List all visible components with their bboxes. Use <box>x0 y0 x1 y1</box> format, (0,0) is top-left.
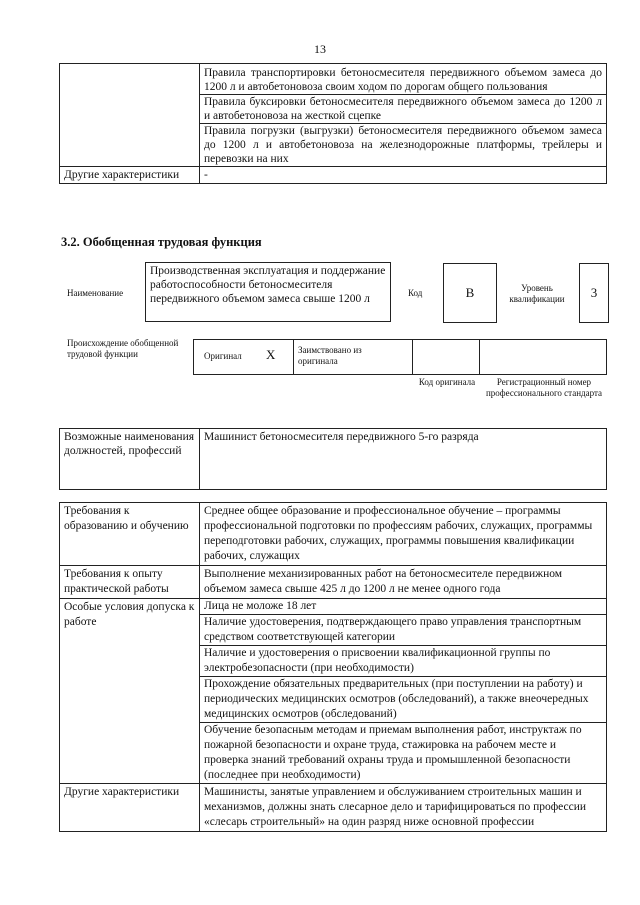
divider <box>293 340 294 374</box>
continuation-table <box>59 63 607 184</box>
row-label: Другие характеристики <box>60 167 200 184</box>
list-item: - <box>200 167 607 184</box>
original-label: Оригинал <box>204 351 242 361</box>
requirements-table <box>59 502 607 832</box>
reg-caption: Регистрационный номер профессионального стандарта <box>485 377 603 398</box>
table-row <box>60 566 607 599</box>
list-item: Лица не моложе 18 лет <box>200 599 606 615</box>
section-title: 3.2. Обобщенная трудовая функция <box>61 235 262 249</box>
table-row <box>60 599 607 784</box>
origin-box <box>193 339 607 375</box>
job-titles-table <box>59 428 607 490</box>
table-row <box>60 64 607 167</box>
origin-label: Происхождение обобщенной трудовой функции <box>67 338 179 359</box>
table-row <box>60 503 607 566</box>
row-label: Особые условия допуска к работе <box>60 599 200 784</box>
row-value: Машинист бетоносмесителя передвижного 5-го разряда <box>200 429 607 490</box>
list-item: Среднее общее образование и профессиональное обучение – программы профессиональной подготовки по профессиям рабочих, служащих, программы переподготовки рабочих, служащих, программы повышения квалификации рабочих, служащих <box>200 503 607 566</box>
divider <box>479 340 480 374</box>
page-number: 13 <box>314 42 326 56</box>
row-label: Возможные наименования должностей, профессий <box>60 429 200 490</box>
row-label: Другие характеристики <box>60 784 200 832</box>
list-item: Правила погрузки (выгрузки) бетоносмесителя передвижного объемом замеса до 1200 л и автобетоновоза на железнодорожные платформы, трейлеры и перевозки на них <box>204 125 602 165</box>
row-label: Требования к образованию и обучению <box>60 503 200 566</box>
function-name: Производственная эксплуатация и поддержание работоспособности бетоносмесителя передвижного объемом замеса свыше 1200 л <box>145 262 391 322</box>
level-value: 3 <box>579 263 609 323</box>
table-row <box>60 429 607 490</box>
list-item: Прохождение обязательных предварительных (при поступлении на работу) и периодических медицинских осмотров (обследований), а также внеочередных медицинских осмотров (обследований) <box>200 677 606 723</box>
list-item: Правила транспортировки бетоносмесителя передвижного объемом замеса до 1200 л и автобетоновоза своим ходом по дорогам общего пользования <box>200 64 606 95</box>
table-row <box>60 167 607 184</box>
row-label: Требования к опыту практической работы <box>60 566 200 599</box>
code-caption: Код оригинала <box>418 377 476 387</box>
code-label: Код <box>408 288 423 298</box>
table-row <box>60 784 607 832</box>
list-item: Обучение безопасным методам и приемам выполнения работ, инструктаж по пожарной безопасности и охране труда, стажировка на рабочем месте и проверка знаний требований охраны труда и промышленной безопасности (последнее при необходимости) <box>204 724 582 781</box>
list-item: Машинисты, занятые управлением и обслуживанием строительных машин и механизмов, должны знать слесарное дело и тарифицироваться по профессии «слесарь строительный» на один разряд ниже основной профессии <box>200 784 607 832</box>
original-mark: X <box>266 347 276 362</box>
list-item: Наличие удостоверения, подтверждающего право управления транспортным средством соответствующей категории <box>200 615 606 646</box>
name-label: Наименование <box>67 288 124 298</box>
list-item: Выполнение механизированных работ на бетоносмесителе передвижном объемом замеса свыше 425 л до 1200 л не менее одного года <box>200 566 607 599</box>
list-item: Наличие и удостоверения о присвоении квалификационной группы по электробезопасности (при необходимости) <box>200 646 606 677</box>
level-label: Уровень квалификации <box>509 283 565 304</box>
row-label <box>60 64 200 167</box>
divider <box>412 340 413 374</box>
code-value: B <box>443 263 497 323</box>
borrowed-label: Заимствовано из оригинала <box>298 345 362 366</box>
list-item: Правила буксировки бетоносмесителя передвижного объемом замеса до 1200 л и автобетоновоза на жесткой сцепке <box>200 95 606 124</box>
